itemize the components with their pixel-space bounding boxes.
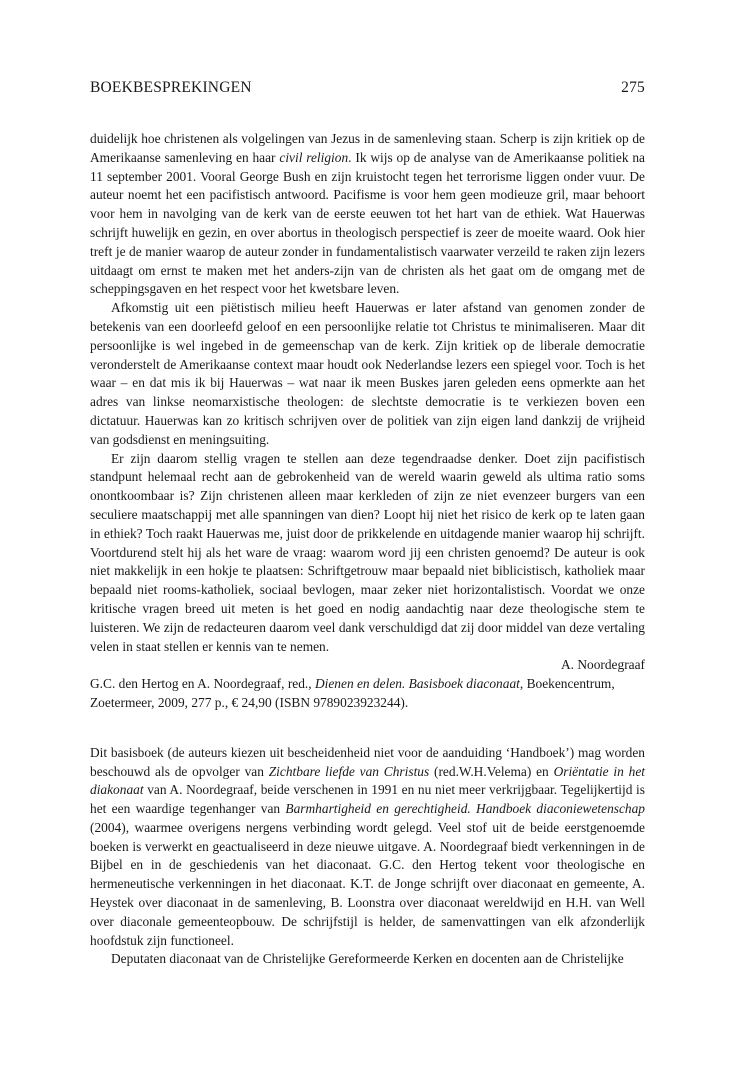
review2-paragraph-1 (90, 744, 645, 951)
review1-paragraph-3 (90, 450, 645, 657)
review1-paragraph-1 (90, 130, 645, 299)
text-run: van A. Noordegraaf, beide verschenen in 1991 en nu niet meer verkrijgbaar. Tegelijkertijd is het een waardige tegenhanger van (90, 782, 645, 817)
text-run: G.C. den Hertog en A. Noordegraaf, red., (90, 676, 315, 692)
text-run: (2004), waarmee overigens nergens verbinding wordt gelegd. Veel stof uit de beide eerstgenoemde boeken is verwerkt en geactualiseerd in deze nieuwe uitgave. A. Noordegraaf biedt verkenningen in de Bijbel en in de geschiedenis van het diaconaat. G.C. den Hertog tekent voor theologische en hermeneutische verkenningen in het diaconaat. K.T. de Jonge schrijft over diaconaat en gemeente, A. Heystek over diaconaat in de samenleving, B. Loonstra over diaconaat wereldwijd en H.H. van Well over diaconale gemeenteopbouw. De schrijfstijl is helder, de samenvattingen van elk afzonderlijk hoofdstuk zijn functioneel. (90, 819, 645, 948)
text-run: duidelijk hoe christenen als volgelingen van Jezus in de samenleving staan. Scherp is zijn kritiek op de Amerikaanse samenleving en haar (90, 131, 645, 165)
book-reference (90, 675, 645, 713)
review2-paragraph-2 (90, 950, 645, 969)
text-run: Deputaten diaconaat van de Christelijke Gereformeerde Kerken en docenten aan de Christelijke (111, 951, 624, 967)
italic-text: Dienen en delen. Basisboek diaconaat (314, 676, 520, 692)
italic-text: civil religion (279, 149, 349, 165)
text-run: (red.W.H.Velema) en (429, 763, 554, 779)
italic-text: Zichtbare liefde van Christus (268, 763, 430, 779)
running-header (90, 79, 645, 97)
italic-text: Barmhartigheid en gerechtigheid. Handboek diaconiewetenschap (285, 801, 646, 817)
review1-signature: A. Noordegraaf (560, 657, 645, 673)
text-run: . Ik wijs op de analyse van de Amerikaanse politiek na 11 september 2001. Vooral George Bush en zijn kruistocht tegen het terrorisme liggen onder vuur. De auteur noemt het een pacifistisch antwoord. Pacifisme is voor hem geen modieuze gril, maar behoort voor hem in navolging van de kerk van de eerste eeuwen tot het hart van de ethiek. Wat Hauerwas schrijft huwelijk en gezin, en over abortus in theologisch perspectief is zeer de moeite waard. Ook hier treft je de manier waarop de auteur zonder in fundamentalistisch vaarwater verzeild te raken zijn lezers uitdaagt om ernst te maken met het anders-zijn van de christen als het gaat om de omgang met de scheppingsgaven en het respect voor het kwetsbare leven. (90, 149, 646, 297)
text-run: , Boekencentrum, Zoetermeer, 2009, 277 p., € 24,90 (ISBN 9789023923244). (90, 676, 615, 710)
text-run: Dit basisboek (de auteurs kiezen uit bescheidenheid niet voor de aanduiding ‘Handboek’) mag worden beschouwd als de opvolger van (90, 744, 645, 779)
page-body (90, 130, 645, 969)
text-run: Afkomstig uit een piëtistisch milieu heeft Hauerwas er later afstand van genomen zonder de betekenis van een doorleefd geloof en een persoonlijke relatie tot Christus te minimaliseren. Maar dit persoonlijke is wel ingebed in de gemeenschap van de kerk. Zijn kritiek op de liberale democratie veronderstelt de Amerikaanse context maar houdt ook Nederlandse lezers een spiegel voor. Toch is het waar – en dat mis ik bij Hauerwas – wat naar ik meen Buskes jaren geleden eens opmerkte aan het adres van linkse neomarxistische theologen: de slechtste democratie is te verkiezen boven een dictatuur. Hauerwas kan zo kritisch schrijven over de politiek van zijn eigen land dankzij de vrijheid van godsdienst en meningsuiting. (90, 300, 645, 447)
page-number: 275 (621, 79, 645, 96)
italic-text: Oriëntatie in het diakonaat (90, 763, 645, 798)
review1-paragraph-2 (90, 299, 645, 449)
section-title: BOEKBESPREKINGEN (90, 79, 252, 96)
review2 (90, 744, 645, 970)
text-run: Er zijn daarom stellig vragen te stellen aan deze tegendraadse denker. Doet zijn pacifistisch standpunt helemaal recht aan de gebrokenheid van de wereld waarin geweld als ultima ratio soms onontkoombaar is? Zijn christenen alleen maar kerkleden of zijn ze niet evenzeer burgers van een seculiere maatschappij met alle spanningen van dien? Loopt hij niet het risico de kerk op te laten gaan in ethiek? Toch raakt Hauerwas me, juist door de prikkelende en uitdagende manier waarop hij schrijft. Voortdurend stelt hij als het ware de vraag: waarom word jij een christen genoemd? De auteur is ook niet makkelijk in een hokje te plaatsen: Schriftgetrouw maar bepaald niet biblicistisch, katholiek maar bepaald niet rooms-katholiek, sociaal bevlogen, maar zeker niet horizontalistisch. Voordat we onze kritische vragen breed uit meten is het goed en nodig aandachtig naar deze theologische stem te luisteren. We zijn de redacteuren daarom veel dank verschuldigd dat zij door middel van deze vertaling velen in staat stellen er kennis van te nemen. (90, 450, 645, 654)
